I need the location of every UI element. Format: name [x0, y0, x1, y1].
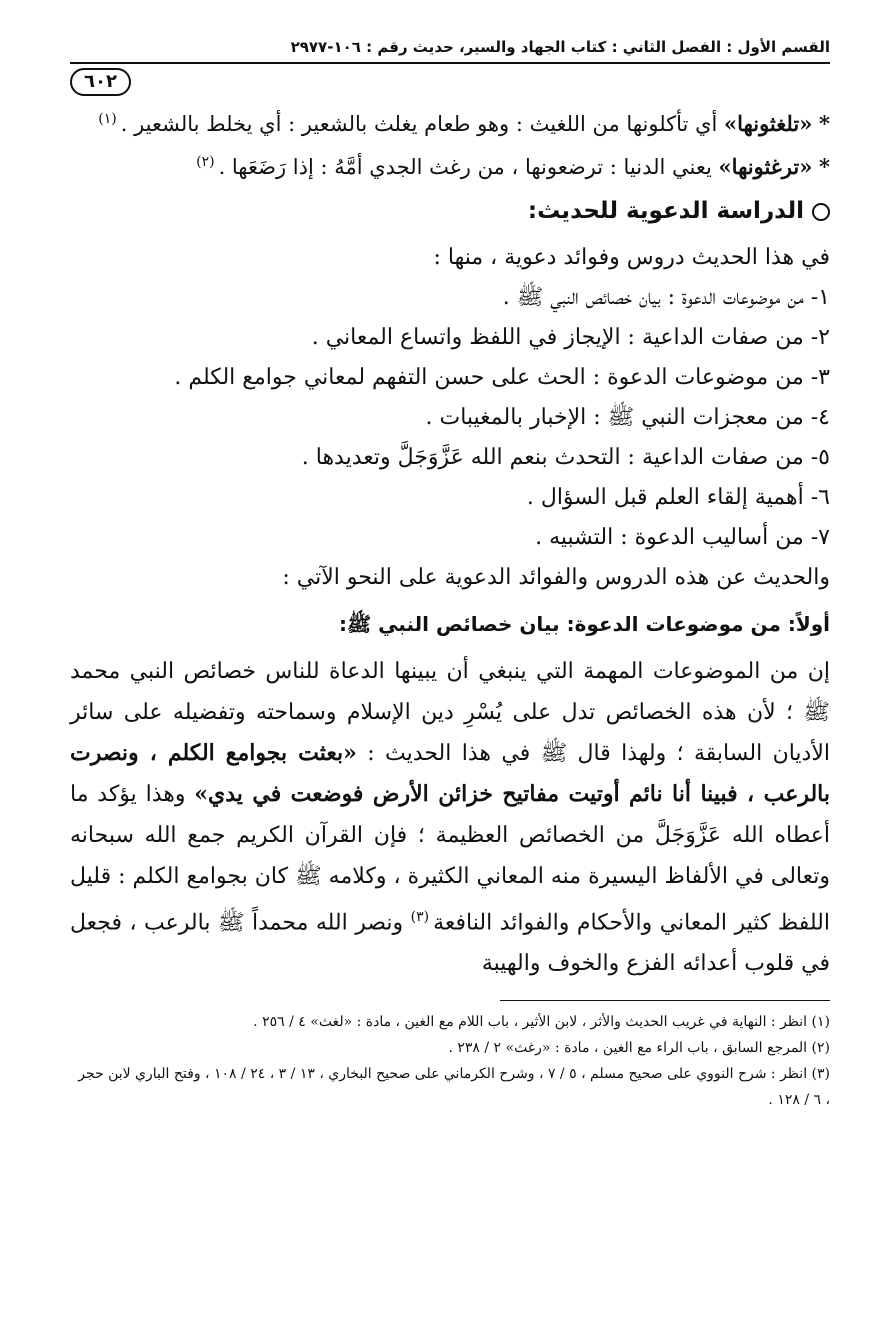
gloss-line: [70, 100, 830, 143]
gloss-text: أي تأكلونها من اللغيث : وهو طعام يغلث بالشعير : أي يخلط بالشعير .: [120, 112, 725, 136]
lesson-item: ٧- من أساليب الدعوة : التشبيه .: [535, 525, 830, 550]
footnote-ref: (٣): [410, 909, 430, 925]
hadith-quote: «بعثت بجوامع الكلم ، ونصرت بالرعب ، فبينا أنا نائم أوتيت مفاتيح خزائن الأرض فوضعت في يدي»: [70, 740, 830, 807]
lesson-item: ٣- من موضوعات الدعوة : الحث على حسن التفهم لمعاني جوامع الكلم .: [174, 365, 830, 390]
page-number-row: [70, 64, 830, 100]
page-number: ٦٠٢: [70, 68, 131, 96]
lesson-item: ٥- من صفات الداعية : التحدث بنعم الله عَزَّوَجَلَّ وتعديدها .: [301, 445, 830, 470]
section-heading-text: الدراسة الدعوية للحديث:: [527, 198, 804, 224]
paragraph-text: ونصر الله محمداً ﷺ بالرعب ، فجعل في قلوب أعدائه الفزع والخوف والهيبة: [70, 910, 830, 977]
book-page: [70, 38, 830, 1113]
gloss-text: يعني الدنيا : ترضعونها ، من رغث الجدي أمَّهُ : إذا رَضَعَها .: [218, 155, 719, 179]
lesson-item: ٦- أهمية إلقاء العلم قبل السؤال .: [526, 485, 830, 510]
footnote-ref: (١): [98, 111, 117, 127]
paragraph-text: إن من الموضوعات المهمة التي ينبغي أن يبينها الدعاة للناس خصائص النبي محمد ﷺ ؛ لأن هذه الخصائص تدل على يُسْرِ دين الإسلام وسماحته وتفضيله على سائر الأديان السابقة ؛ ولهذا قال ﷺ في هذا الحديث :: [70, 659, 831, 766]
gloss-term: «ترغثونها»: [718, 154, 813, 179]
body-paragraph: [70, 651, 830, 984]
footnote-item: (١) انظر : النهاية في غريب الحديث والأثر ، لابن الأثير ، باب اللام مع الغين ، مادة : «لغث» ٤ / ٢٥٦ .: [253, 1014, 830, 1031]
gloss-line: [70, 143, 830, 186]
footnote-item: (٢) المرجع السابق ، باب الراء مع الغين ، مادة : «رغث» ٢ / ٢٣٨ .: [448, 1040, 830, 1057]
gloss-star: *: [819, 154, 830, 179]
lesson-item: ٤- من معجزات النبي ﷺ : الإخبار بالمغيبات .: [425, 405, 830, 430]
lessons-list: [70, 278, 830, 558]
lesson-item: ١- من موضوعات الدعوة : بيان خصائص النبي ﷺ .: [502, 285, 830, 310]
running-header: القسم الأول : الفصل الثاني : كتاب الجهاد والسير، حديث رقم : ١٠٦-٢٩٧٧: [70, 38, 830, 64]
lesson-item: ٢- من صفات الداعية : الإيجاز في اللفظ واتساع المعاني .: [311, 325, 830, 350]
footnote-ref: (٢): [196, 154, 215, 170]
first-point-heading: أولاً: من موضوعات الدعوة: بيان خصائص النبي ﷺ:: [338, 612, 830, 636]
footnote-item: (٣) انظر : شرح النووي على صحيح مسلم ، ٥ / ٧ ، وشرح الكرماني على صحيح البخاري ، ١٣ / ٣ ، ٢٤ / ١٠٨ ، وفتح الباري لابن حجر ، ٦ / ١٢٨ .: [78, 1066, 830, 1109]
footnote-divider: [500, 1000, 830, 1001]
circle-bullet-icon: [812, 203, 830, 221]
intro-line: في هذا الحديث دروس وفوائد دعوية ، منها :: [433, 245, 830, 270]
section-heading: [70, 198, 830, 224]
gloss-star: *: [819, 111, 830, 136]
footnotes-list: [70, 1009, 830, 1113]
gloss-term: «تلغثونها»: [724, 111, 813, 136]
transition-line: والحديث عن هذه الدروس والفوائد الدعوية على النحو الآتي :: [282, 565, 830, 590]
paragraph-text: وهذا يؤكد ما أعطاه الله عَزَّوَجَلَّ من الخصائص العظيمة ؛ فإن القرآن الكريم جمع الله سبحانه وتعالى في الألفاظ اليسيرة منه المعاني الكثيرة ، وكلامه ﷺ كان بجوامع الكلم : قليل اللفظ كثير المعاني والأحكام والفوائد النافعة: [70, 782, 830, 936]
